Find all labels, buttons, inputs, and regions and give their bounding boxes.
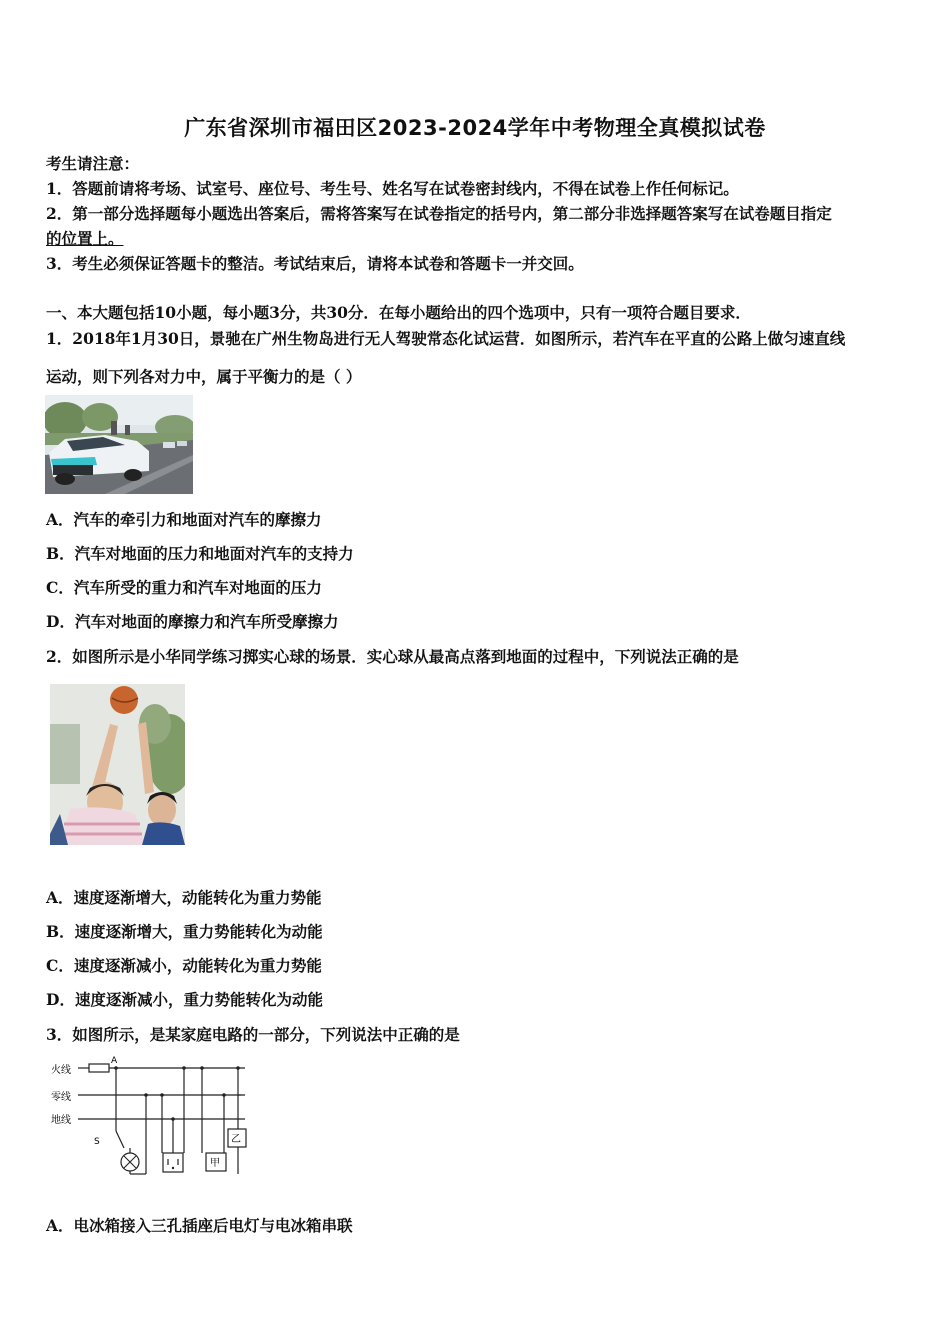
- q2-option-c: C．速度逐渐减小，动能转化为重力势能: [46, 956, 322, 975]
- q1-stem-line-2: 运动，则下列各对力中，属于平衡力的是（ ）: [46, 367, 362, 386]
- q1-stem-line-1: 1．2018年1月30日，景驰在广州生物岛进行无人驾驶常态化试运营．如图所示，若汽车在平直的公路上做匀速直线: [46, 329, 846, 348]
- car-photo-drawing: [45, 395, 193, 494]
- page-title: 广东省深圳市福田区2023-2024学年中考物理全真模拟试卷: [184, 116, 766, 140]
- device-jia-label: 甲: [210, 1158, 220, 1169]
- device-yi-label: 乙: [231, 1134, 241, 1145]
- notice-item-2-line-1: 2．第一部分选择题每小题选出答案后，需将答案写在试卷指定的括号内，第二部分非选择题答案写在试卷题目指定: [46, 204, 832, 223]
- circuit-drawing: [48, 1053, 248, 1178]
- live-wire-label: 火线: [51, 1065, 71, 1076]
- q3-stem: 3．如图所示，是某家庭电路的一部分，下列说法中正确的是: [46, 1025, 460, 1044]
- notice-item-2-line-2: [46, 227, 124, 249]
- fuse-icon: [89, 1064, 109, 1072]
- q1-car-photo: [45, 395, 193, 494]
- q1-option-a: A．汽车的牵引力和地面对汽车的摩擦力: [46, 510, 322, 529]
- notice-item-2-line-2-text: 的位置上。: [46, 229, 124, 248]
- neutral-wire-label: 零线: [51, 1092, 71, 1103]
- notice-item-3: 3．考生必须保证答题卡的整洁。考试结束后，请将本试卷和答题卡一并交回。: [46, 254, 584, 273]
- point-a-label: A: [111, 1056, 118, 1066]
- ground-wire-label: 地线: [51, 1115, 71, 1126]
- q2-option-d: D．速度逐渐减小，重力势能转化为动能: [46, 990, 323, 1009]
- switch-icon: [116, 1131, 124, 1148]
- q2-option-b: B．速度逐渐增大，重力势能转化为动能: [46, 922, 323, 941]
- q3-circuit-diagram: [48, 1053, 248, 1178]
- q2-stem: 2．如图所示是小华同学练习掷实心球的场景．实心球从最高点落到地面的过程中，下列说法正确的是: [46, 647, 739, 666]
- section-intro: 一、本大题包括10小题，每小题3分，共30分．在每小题给出的四个选项中，只有一项符合题目要求．: [46, 303, 751, 322]
- q1-option-d: D．汽车对地面的摩擦力和汽车所受摩擦力: [46, 612, 339, 631]
- switch-label: S: [94, 1137, 100, 1147]
- q3-option-a: A．电冰箱接入三孔插座后电灯与电冰箱串联: [46, 1216, 353, 1235]
- ball-photo-drawing: [50, 684, 185, 845]
- q1-option-b: B．汽车对地面的压力和地面对汽车的支持力: [46, 544, 354, 563]
- q2-ball-photo: [50, 684, 185, 845]
- q2-option-a: A．速度逐渐增大，动能转化为重力势能: [46, 888, 322, 907]
- notice-heading: 考生请注意：: [46, 154, 140, 173]
- q1-option-c: C．汽车所受的重力和汽车对地面的压力: [46, 578, 322, 597]
- notice-item-1: 1．答题前请将考场、试室号、座位号、考生号、姓名写在试卷密封线内，不得在试卷上作任何标记。: [46, 179, 739, 198]
